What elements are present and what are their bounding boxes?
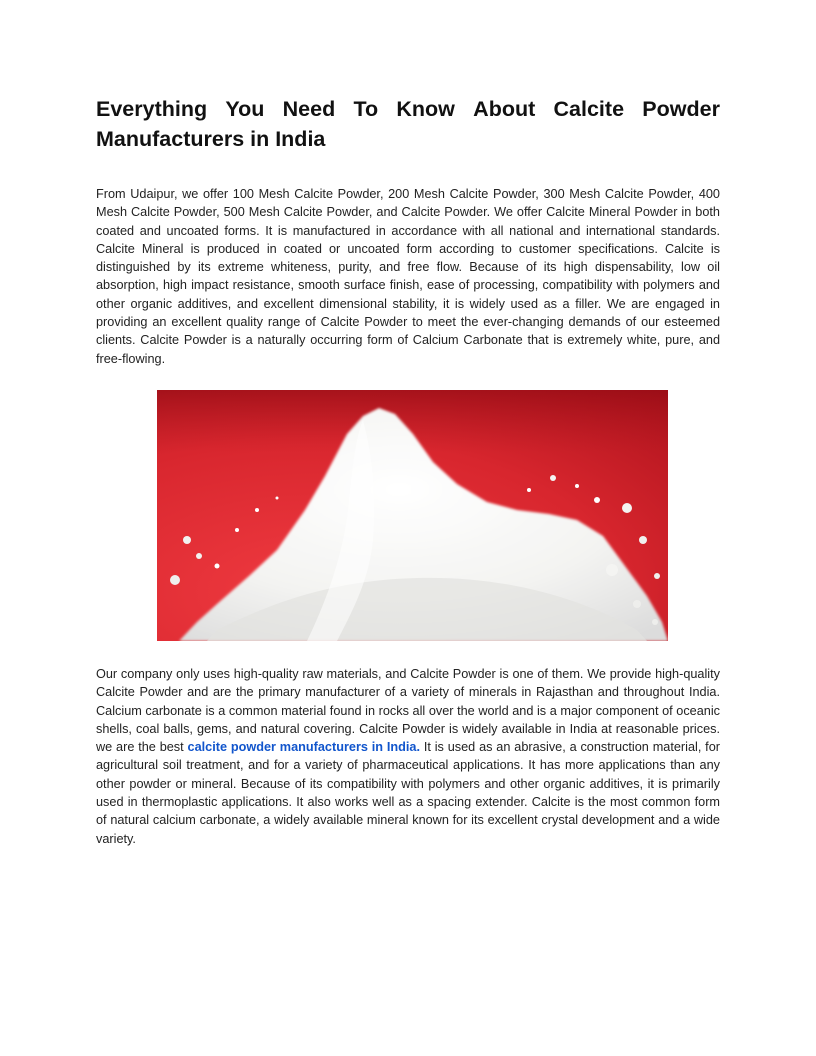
title-word: About: [473, 97, 536, 121]
title-word: Need: [282, 97, 336, 121]
title-word: You: [225, 97, 265, 121]
title-word: Powder: [642, 97, 720, 121]
calcite-powder-image: [157, 390, 668, 641]
title-line-1: [96, 94, 720, 124]
body-text-before-link: Our company only uses high-quality raw materials, and Calcite Powder is one of them. We provide high-quality Calcite Powder and are the primary manufacturer of a variety of minerals in Rajasthan and throughout India. Calcium carbonate is a common material found in rocks all over the world and is a major component of oceanic shells, coal balls, gems, and natural covering. Calcite Powder is widely available in India at reasonable prices. we are the best: [96, 666, 720, 755]
body-paragraph: [96, 665, 720, 848]
calcite-powder-photo: [157, 390, 668, 641]
title-word: To: [353, 97, 379, 121]
body-text-after-link: It is used as an abrasive, a construction material, for agricultural soil treatment, and for a variety of pharmaceutical applications. It has more applications than any other powder or mineral. Because of its compatibility with polymers and other organic additives, it is primarily used in thermoplastic applications. It also works well as a spacing extender. Calcite is the most common form of natural calcium carbonate, a widely available mineral known for its excellent crystal development and a wide variety.: [96, 740, 720, 846]
calcite-manufacturers-link[interactable]: calcite powder manufacturers in India.: [187, 740, 421, 755]
page-title: [96, 94, 720, 154]
document-page: [96, 94, 720, 848]
title-line-2: Manufacturers in India: [96, 127, 326, 151]
title-word: Know: [396, 97, 455, 121]
title-word: Everything: [96, 97, 208, 121]
intro-paragraph: From Udaipur, we offer 100 Mesh Calcite Powder, 200 Mesh Calcite Powder, 300 Mesh Calcite Powder, 400 Mesh Calcite Powder, 500 Mesh Calcite Powder, and Calcite Powder. We offer Calcite Mineral Powder in both coated and uncoated forms. It is manufactured in accordance with all national and international standards. Calcite Mineral is produced in coated or uncoated form according to customer specifications. Calcite is distinguished by its extreme whiteness, purity, and free flow. Because of its high dispensability, low oil absorption, high impact resistance, smooth surface finish, ease of processing, compatibility with polymers and other organic additives, and excellent dimensional stability, it is widely used as a filler. We are engaged in providing an excellent quality range of Calcite Powder to meet the ever-changing demands of our esteemed clients. Calcite Powder is a naturally occurring form of Calcium Carbonate that is extremely white, pure, and free-flowing.: [96, 187, 720, 366]
title-word: Calcite: [553, 97, 625, 121]
